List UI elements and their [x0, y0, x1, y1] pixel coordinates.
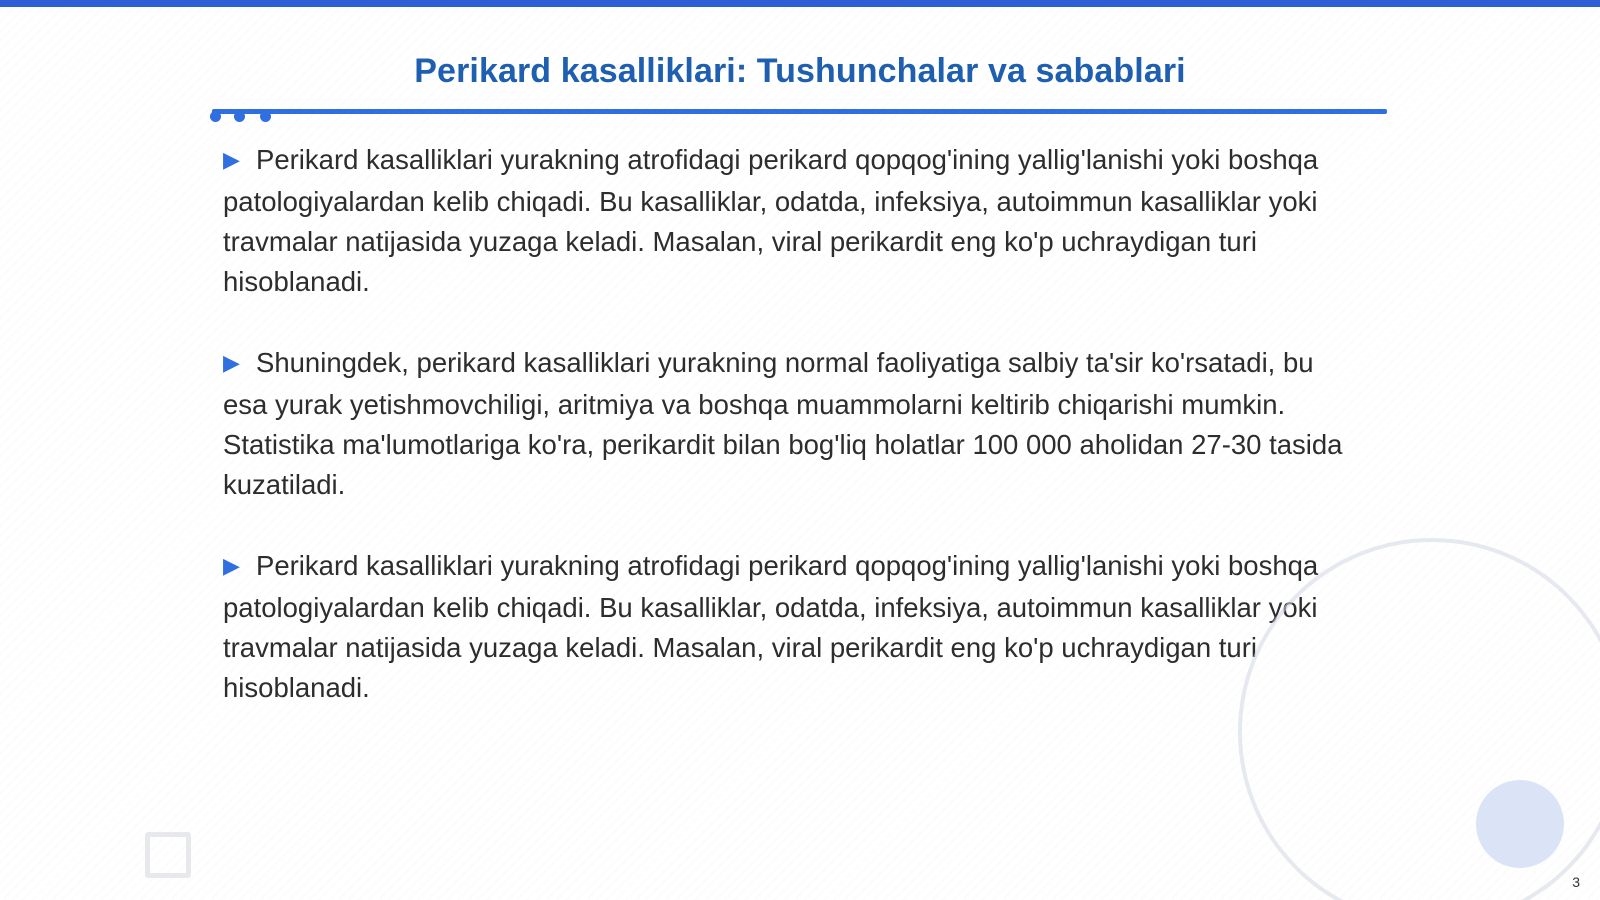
- slide-title: Perikard kasalliklari: Tushunchalar va sabablari: [414, 52, 1186, 90]
- paragraph-text: Perikard kasalliklari yurakning atrofidagi perikard qopqog'ining yallig'lanishi yoki boshqa patologiyalardan kelib chiqadi. Bu kasalliklar, odatda, infeksiya, autoimmun kasalliklar yoki travmalar natijasida yuzaga keladi. Masalan, viral perikardit eng ko'p uchraydigan turi hisoblanadi.: [223, 550, 1319, 703]
- page-number: 3: [1572, 874, 1580, 890]
- decorative-square: [145, 832, 191, 878]
- bullet-arrow-icon: ▶: [223, 147, 240, 172]
- decorative-dot-1: [210, 111, 221, 122]
- top-accent-bar: [0, 0, 1600, 7]
- bullet-paragraph-3: [223, 546, 1353, 708]
- slide-body: [223, 140, 1353, 749]
- paragraph-text: Shuningdek, perikard kasalliklari yurakning normal faoliyatiga salbiy ta'sir ko'rsatadi, bu esa yurak yetishmovchiligi, aritmiya va boshqa muammolarni keltirib chiqarishi mumkin. Statistika ma'lumotlariga ko'ra, perikardit bilan bog'liq holatlar 100 000 aholidan 27-30 tasida kuzatiladi.: [223, 347, 1343, 500]
- title-underline: [212, 109, 1387, 114]
- decorative-circle: [1476, 780, 1564, 868]
- bullet-arrow-icon: ▶: [223, 553, 240, 578]
- bullet-paragraph-1: [223, 140, 1353, 302]
- bullet-paragraph-2: [223, 343, 1353, 505]
- paragraph-text: Perikard kasalliklari yurakning atrofidagi perikard qopqog'ining yallig'lanishi yoki boshqa patologiyalardan kelib chiqadi. Bu kasalliklar, odatda, infeksiya, autoimmun kasalliklar yoki travmalar natijasida yuzaga keladi. Masalan, viral perikardit eng ko'p uchraydigan turi hisoblanadi.: [223, 144, 1319, 297]
- decorative-dot-3: [260, 111, 271, 122]
- decorative-dot-2: [234, 111, 245, 122]
- bullet-arrow-icon: ▶: [223, 350, 240, 375]
